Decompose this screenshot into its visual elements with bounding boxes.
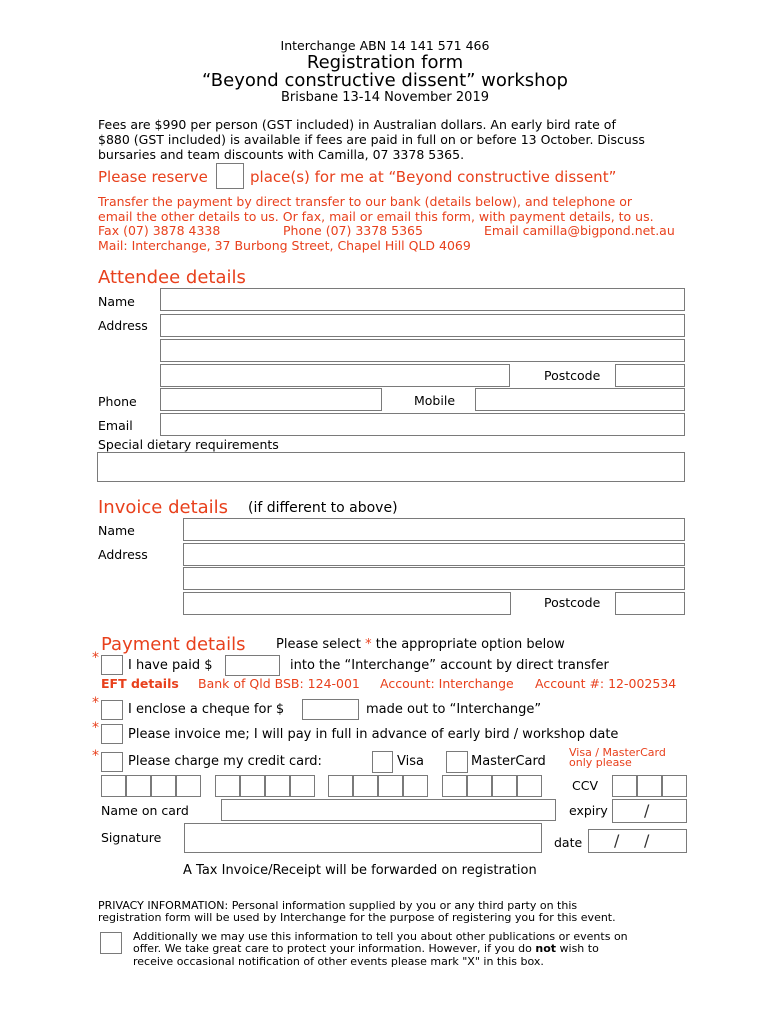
expiry-label: expiry xyxy=(569,803,608,818)
paid-amount-input[interactable] xyxy=(225,655,280,676)
attendee-address-line-2[interactable] xyxy=(160,339,685,362)
invoice-note: (if different to above) xyxy=(248,500,398,516)
cheque-label: I enclose a cheque for $ xyxy=(128,702,285,717)
option-asterisk: * xyxy=(92,748,99,764)
attendee-name-input[interactable] xyxy=(160,288,685,311)
date-input[interactable] xyxy=(588,829,687,853)
attendee-mobile-input[interactable] xyxy=(475,388,685,411)
invoice-address-line-2[interactable] xyxy=(183,567,685,590)
reserve-label-after: place(s) for me at “Beyond constructive dissent” xyxy=(250,168,617,186)
card-number-digit-15[interactable] xyxy=(492,775,517,797)
attendee-postcode-input[interactable] xyxy=(615,364,685,387)
attendee-postcode-label: Postcode xyxy=(544,368,601,383)
attendee-address-label: Address xyxy=(98,318,148,333)
paid-transfer-checkbox[interactable] xyxy=(101,655,123,675)
invoice-name-label: Name xyxy=(98,523,135,538)
option-asterisk: * xyxy=(92,650,99,666)
places-input[interactable] xyxy=(216,163,244,189)
cheque-label-after: made out to “Interchange” xyxy=(366,702,542,717)
card-number-digit-2[interactable] xyxy=(126,775,151,797)
name-on-card-input[interactable] xyxy=(221,799,556,821)
expiry-slash: / xyxy=(644,801,650,820)
cheque-amount-input[interactable] xyxy=(302,699,359,720)
ccv-digit-2[interactable] xyxy=(637,775,662,797)
invoice-address-line-1[interactable] xyxy=(183,543,685,566)
mastercard-checkbox[interactable] xyxy=(446,751,468,773)
signature-input[interactable] xyxy=(184,823,542,853)
invoice-postcode-label: Postcode xyxy=(544,595,601,610)
cards-note: Visa / MasterCard only please xyxy=(569,746,666,769)
card-number-digit-14[interactable] xyxy=(467,775,492,797)
ccv-digit-1[interactable] xyxy=(612,775,637,797)
payment-heading: Payment details xyxy=(101,634,246,655)
attendee-heading: Attendee details xyxy=(98,267,246,288)
date-line: Brisbane 13-14 November 2019 xyxy=(281,90,489,105)
fees-line-2: $880 (GST included) is available if fees are paid in full on or before 13 October. Discuss xyxy=(98,132,645,147)
payment-instruction: Please select * the appropriate option below xyxy=(276,637,565,652)
eft-label: EFT details xyxy=(101,676,179,691)
contact-email: Email camilla@bigpond.net.au xyxy=(484,223,675,238)
tax-note: A Tax Invoice/Receipt will be forwarded on registration xyxy=(183,863,537,878)
card-number-digit-7[interactable] xyxy=(265,775,290,797)
attendee-phone-input[interactable] xyxy=(160,388,382,411)
fees-line-3: bursaries and team discounts with Camilla, 07 3378 5365. xyxy=(98,147,465,162)
privacy-opt-line-3: receive occasional notification of other events please mark "X" in this box. xyxy=(133,955,544,968)
paid-label-after: into the “Interchange” account by direct transfer xyxy=(290,658,609,673)
name-on-card-label: Name on card xyxy=(101,803,189,818)
paid-label: I have paid $ xyxy=(128,658,213,673)
card-number-digit-16[interactable] xyxy=(517,775,542,797)
eft-account-number: Account #: 12-002534 xyxy=(535,676,677,691)
invoice-me-checkbox[interactable] xyxy=(101,724,123,744)
privacy-line-2: registration form will be used by Interchange for the purpose of registering you for this event. xyxy=(98,911,616,924)
date-label: date xyxy=(554,835,583,850)
attendee-email-label: Email xyxy=(98,418,133,433)
contact-line-1: Transfer the payment by direct transfer to our bank (details below), and telephone or xyxy=(98,194,633,209)
card-number-digit-3[interactable] xyxy=(151,775,176,797)
opt-out-checkbox[interactable] xyxy=(100,932,122,954)
ccv-label: CCV xyxy=(572,778,599,793)
contact-mail: Mail: Interchange, 37 Burbong Street, Chapel Hill QLD 4069 xyxy=(98,238,471,253)
expiry-input[interactable] xyxy=(612,799,687,823)
signature-label: Signature xyxy=(101,830,162,845)
eft-account: Account: Interchange xyxy=(380,676,514,691)
card-number-digit-8[interactable] xyxy=(290,775,315,797)
dietary-label: Special dietary requirements xyxy=(98,437,279,452)
credit-card-checkbox[interactable] xyxy=(101,752,123,772)
date-slash-2: / xyxy=(644,831,650,850)
attendee-name-label: Name xyxy=(98,294,135,309)
invoice-postcode-input[interactable] xyxy=(615,592,685,615)
visa-label: Visa xyxy=(397,754,424,769)
option-asterisk: * xyxy=(92,720,99,736)
card-number-digit-11[interactable] xyxy=(378,775,403,797)
card-number-digit-5[interactable] xyxy=(215,775,240,797)
date-slash-1: / xyxy=(614,831,620,850)
fees-line-1: Fees are $990 per person (GST included) in Australian dollars. An early bird rate of xyxy=(98,117,616,132)
card-number-digit-10[interactable] xyxy=(353,775,378,797)
invoice-address-label: Address xyxy=(98,547,148,562)
option-asterisk: * xyxy=(92,695,99,711)
dietary-input[interactable] xyxy=(97,452,685,482)
visa-checkbox[interactable] xyxy=(372,751,393,773)
attendee-address-line-1[interactable] xyxy=(160,314,685,337)
form-subtitle: “Beyond constructive dissent” workshop xyxy=(202,70,568,91)
invoice-address-line-3[interactable] xyxy=(183,592,511,615)
card-number-digit-12[interactable] xyxy=(403,775,428,797)
attendee-phone-label: Phone xyxy=(98,394,137,409)
privacy-line-1: PRIVACY INFORMATION: Personal information supplied by you or any third party on this xyxy=(98,899,578,912)
contact-phone: Phone (07) 3378 5365 xyxy=(283,223,423,238)
contact-fax: Fax (07) 3878 4338 xyxy=(98,223,221,238)
invoice-name-input[interactable] xyxy=(183,518,685,541)
invoice-me-label: Please invoice me; I will pay in full in advance of early bird / workshop date xyxy=(128,727,619,742)
privacy-opt-line-2: offer. We take great care to protect your information. However, if you do not wish to xyxy=(133,942,599,955)
privacy-opt-line-1: Additionally we may use this information to tell you about other publications or events on xyxy=(133,930,628,943)
contact-line-2: email the other details to us. Or fax, mail or email this form, with payment details, to us. xyxy=(98,209,654,224)
card-number-digit-13[interactable] xyxy=(442,775,467,797)
eft-bank: Bank of Qld BSB: 124-001 xyxy=(198,676,360,691)
cheque-checkbox[interactable] xyxy=(101,700,123,720)
org-line: Interchange ABN 14 141 571 466 xyxy=(280,38,490,53)
reserve-label: Please reserve xyxy=(98,168,208,186)
card-number-digit-1[interactable] xyxy=(101,775,126,797)
card-number-digit-6[interactable] xyxy=(240,775,265,797)
attendee-mobile-label: Mobile xyxy=(414,393,456,408)
card-number-digit-4[interactable] xyxy=(176,775,201,797)
attendee-email-input[interactable] xyxy=(160,413,685,436)
credit-card-label: Please charge my credit card: xyxy=(128,754,322,769)
mastercard-label: MasterCard xyxy=(471,754,546,769)
form-title: Registration form xyxy=(306,52,464,73)
attendee-address-line-3[interactable] xyxy=(160,364,510,387)
card-number-digit-9[interactable] xyxy=(328,775,353,797)
ccv-digit-3[interactable] xyxy=(662,775,687,797)
invoice-heading: Invoice details xyxy=(98,497,229,518)
